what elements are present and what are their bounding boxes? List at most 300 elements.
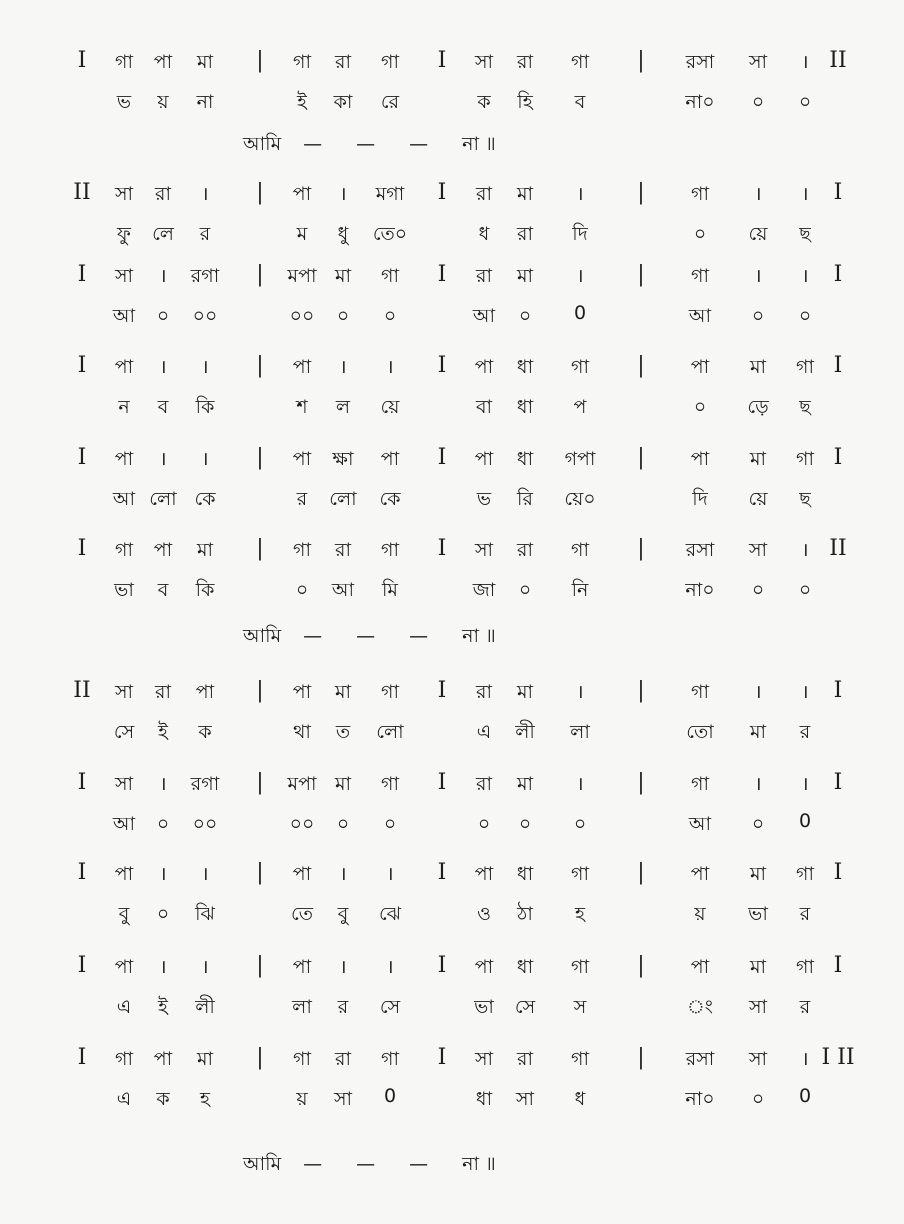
swara-note: । <box>576 773 584 795</box>
lyric-syllable: ই <box>297 91 307 113</box>
lyric-syllable: ভ <box>476 488 492 510</box>
lyric-syllable: এ <box>116 996 132 1018</box>
swara-note: । <box>386 956 394 978</box>
lyric-syllable: ক <box>477 91 491 113</box>
refrain-dash: — <box>356 1153 376 1175</box>
lyric-row <box>0 993 904 1027</box>
lyric-row <box>0 810 904 844</box>
lyric-syllable: র <box>337 996 349 1018</box>
swara-note: গা <box>381 681 399 703</box>
swara-note: গা <box>381 265 399 287</box>
lyric-syllable: ধ <box>574 1088 586 1110</box>
swara-row <box>0 860 904 894</box>
swara-note: মা <box>749 956 767 978</box>
swara-note: পা <box>690 863 710 885</box>
lyric-syllable: মি <box>382 579 398 601</box>
swara-note: রা <box>476 265 492 287</box>
lyric-syllable: আ <box>688 813 712 835</box>
swara-row <box>0 678 904 712</box>
lyric-syllable: ধ <box>478 223 490 245</box>
swara-note: মা <box>516 183 534 205</box>
bar-line: | <box>637 353 645 378</box>
swara-note: পা <box>690 956 710 978</box>
bar-line: I <box>833 180 843 205</box>
refrain-dash: — <box>303 625 323 647</box>
refrain-dash: — <box>409 133 429 155</box>
swara-note: পা <box>474 956 494 978</box>
lyric-syllable: ০ <box>751 1088 765 1110</box>
swara-note: গা <box>571 356 589 378</box>
bar-line: | <box>637 1045 645 1070</box>
swara-note: । <box>339 183 347 205</box>
swara-note: । <box>801 51 809 73</box>
lyric-syllable: ও <box>477 903 491 925</box>
lyric-syllable: জা <box>472 579 496 601</box>
lyric-syllable: ০ <box>518 579 532 601</box>
swara-note: পা <box>114 448 134 470</box>
swara-note: । <box>576 681 584 703</box>
swara-note: গা <box>381 539 399 561</box>
lyric-syllable: নি <box>571 579 589 601</box>
refrain-dash: — <box>356 625 376 647</box>
lyric-syllable: ম <box>296 223 308 245</box>
bar-line: I <box>437 445 447 470</box>
swara-note: মা <box>516 681 534 703</box>
swara-note: মা <box>334 265 352 287</box>
swara-note: পা <box>114 863 134 885</box>
lyric-syllable: দি <box>692 488 708 510</box>
bar-line: | <box>637 770 645 795</box>
swara-note: সা <box>748 1048 768 1070</box>
lyric-syllable: সে <box>514 996 536 1018</box>
swara-row <box>0 770 904 804</box>
lyric-syllable: র <box>799 996 811 1018</box>
swara-note: রা <box>476 681 492 703</box>
swara-note: রা <box>476 183 492 205</box>
bar-line: I <box>833 953 843 978</box>
bar-line: | <box>256 536 264 561</box>
lyric-syllable: শ <box>296 396 308 418</box>
refrain-dash: — <box>409 1153 429 1175</box>
swara-note: । <box>159 773 167 795</box>
lyric-syllable: সা <box>333 1088 353 1110</box>
lyric-syllable: ০ <box>573 813 587 835</box>
bar-line: I <box>77 48 87 73</box>
bar-line: I <box>437 536 447 561</box>
swara-note: মা <box>196 51 214 73</box>
lyric-syllable: এ <box>476 721 492 743</box>
swara-note: । <box>159 265 167 287</box>
refrain-line <box>243 130 496 162</box>
refrain-word: না ॥ <box>462 1153 496 1175</box>
swara-note: । <box>576 183 584 205</box>
swara-note: ক্ষা <box>332 448 354 470</box>
bar-line: | <box>256 953 264 978</box>
lyric-syllable: ০ <box>518 813 532 835</box>
bar-line: | <box>256 445 264 470</box>
lyric-syllable: ০ <box>156 903 170 925</box>
lyric-syllable: ছ <box>799 396 811 418</box>
swara-note: রা <box>155 183 171 205</box>
lyric-syllable: কি <box>195 579 215 601</box>
swara-note: পা <box>380 448 400 470</box>
lyric-syllable: ০ <box>751 813 765 835</box>
lyric-syllable: রে <box>380 91 400 113</box>
lyric-syllable: ০ <box>336 305 350 327</box>
lyric-syllable: য়ে০ <box>564 488 596 510</box>
lyric-syllable: ধু <box>337 223 349 245</box>
swara-note: পা <box>153 51 173 73</box>
lyric-syllable: আ <box>331 579 355 601</box>
swara-note: । <box>201 448 209 470</box>
swara-note: গা <box>115 51 133 73</box>
lyric-syllable: য়ে <box>748 223 768 245</box>
lyric-row <box>0 718 904 752</box>
swara-note: । <box>339 863 347 885</box>
swara-note: গা <box>796 863 814 885</box>
bar-line: | <box>637 678 645 703</box>
swara-note: পা <box>690 356 710 378</box>
lyric-syllable: হ <box>200 1088 210 1110</box>
swara-note: সা <box>114 183 134 205</box>
swara-note: পা <box>153 539 173 561</box>
bar-line: | <box>637 860 645 885</box>
swara-note: গা <box>691 265 709 287</box>
bar-line: I <box>437 180 447 205</box>
swara-note: ধা <box>516 956 534 978</box>
bar-line: I <box>437 770 447 795</box>
bar-line: I <box>833 445 843 470</box>
lyric-syllable: ০ <box>156 813 170 835</box>
swara-note: । <box>801 539 809 561</box>
swara-note: সা <box>114 681 134 703</box>
swara-note: । <box>386 356 394 378</box>
lyric-syllable: আ <box>688 305 712 327</box>
lyric-syllable: লী <box>195 996 215 1018</box>
bar-line: I <box>833 353 843 378</box>
swara-note: রা <box>517 539 533 561</box>
bar-line: I <box>833 860 843 885</box>
lyric-syllable: ০০ <box>289 813 315 835</box>
swara-note: । <box>201 183 209 205</box>
lyric-syllable: সে <box>113 721 135 743</box>
lyric-syllable: ০ <box>798 91 812 113</box>
swara-note: গা <box>796 356 814 378</box>
swara-note: পা <box>292 356 312 378</box>
swara-note: । <box>801 1048 809 1070</box>
swara-note: গা <box>293 1048 311 1070</box>
lyric-row <box>0 1085 904 1119</box>
lyric-syllable: ০০ <box>192 305 218 327</box>
bar-line: II <box>73 678 91 703</box>
bar-line: II <box>829 48 847 73</box>
lyric-syllable: বু <box>118 903 130 925</box>
lyric-syllable: তে০ <box>372 223 408 245</box>
lyric-syllable: ন <box>118 396 130 418</box>
bar-line: | <box>637 953 645 978</box>
lyric-row <box>0 576 904 610</box>
lyric-syllable: লো <box>149 488 177 510</box>
lyric-syllable: ং <box>687 996 713 1018</box>
lyric-syllable: দি <box>572 223 588 245</box>
swara-note: । <box>201 956 209 978</box>
lyric-syllable: ল <box>335 396 351 418</box>
lyric-syllable: ০ <box>693 396 707 418</box>
swara-note: সা <box>474 51 494 73</box>
swara-note: । <box>159 956 167 978</box>
lyric-syllable: থা <box>293 721 311 743</box>
refrain-word: আমি <box>243 625 282 647</box>
lyric-syllable: ব <box>157 396 169 418</box>
lyric-syllable: ০ <box>383 305 397 327</box>
swara-note: গা <box>381 51 399 73</box>
lyric-syllable: ই <box>158 996 168 1018</box>
lyric-syllable: না০ <box>685 91 715 113</box>
lyric-row <box>0 88 904 122</box>
lyric-syllable: লী <box>515 721 535 743</box>
swara-note: । <box>754 681 762 703</box>
lyric-syllable: ঠা <box>517 903 533 925</box>
lyric-syllable: ত <box>335 721 351 743</box>
bar-line: II <box>73 180 91 205</box>
swara-note: পা <box>292 956 312 978</box>
swara-note: । <box>754 183 762 205</box>
swara-note: মা <box>516 265 534 287</box>
swara-note: মা <box>196 539 214 561</box>
swara-note: মা <box>334 773 352 795</box>
bar-line: | <box>256 353 264 378</box>
swara-note: পা <box>292 183 312 205</box>
swara-note: । <box>386 863 394 885</box>
bar-line: II <box>829 536 847 561</box>
swara-row <box>0 180 904 214</box>
bar-line: | <box>256 262 264 287</box>
refrain-word: না ॥ <box>462 133 496 155</box>
swara-note: গা <box>691 183 709 205</box>
lyric-syllable: প <box>573 396 587 418</box>
lyric-row <box>0 485 904 519</box>
swara-note: সা <box>748 539 768 561</box>
lyric-syllable: আ <box>112 488 136 510</box>
lyric-syllable: ০ <box>295 579 309 601</box>
swara-note: পা <box>292 448 312 470</box>
bar-line: I <box>437 1045 447 1070</box>
swara-note: গা <box>796 448 814 470</box>
swara-note: রা <box>476 773 492 795</box>
lyric-syllable: র <box>799 903 811 925</box>
swara-note: গা <box>571 51 589 73</box>
lyric-syllable: সে <box>379 996 401 1018</box>
refrain-line <box>243 622 496 654</box>
bar-line: | <box>637 262 645 287</box>
lyric-row <box>0 220 904 254</box>
lyric-syllable: বা <box>475 396 493 418</box>
swara-note: । <box>801 265 809 287</box>
lyric-syllable: ০ <box>156 305 170 327</box>
lyric-syllable: কি <box>195 396 215 418</box>
lyric-syllable: রি <box>517 488 533 510</box>
swara-note: মা <box>516 773 534 795</box>
bar-line: I <box>437 678 447 703</box>
bar-line: | <box>256 678 264 703</box>
bar-line: | <box>637 48 645 73</box>
lyric-syllable: হ <box>575 903 585 925</box>
swara-note: সা <box>114 773 134 795</box>
swara-note: । <box>159 356 167 378</box>
lyric-syllable: স <box>573 996 587 1018</box>
lyric-syllable: না <box>196 91 214 113</box>
bar-line: I II <box>821 1045 855 1070</box>
bar-line: I <box>77 1045 87 1070</box>
bar-line: I <box>437 860 447 885</box>
refrain-dash: — <box>303 1153 323 1175</box>
bar-line: I <box>833 678 843 703</box>
swara-note: গা <box>293 51 311 73</box>
lyric-syllable: ছ <box>799 223 811 245</box>
lyric-syllable: 0 <box>383 1085 397 1107</box>
lyric-syllable: র <box>199 223 211 245</box>
lyric-syllable: হি <box>517 91 533 113</box>
lyric-syllable: ০ <box>336 813 350 835</box>
swara-row <box>0 262 904 296</box>
lyric-syllable: লা <box>570 721 590 743</box>
refrain-dash: — <box>356 133 376 155</box>
lyric-syllable: ক <box>156 1088 170 1110</box>
swara-note: রগা <box>190 265 220 287</box>
swara-note: পা <box>114 956 134 978</box>
swara-note: । <box>339 356 347 378</box>
swara-note: সা <box>474 539 494 561</box>
swara-note: ধা <box>516 448 534 470</box>
swara-row <box>0 353 904 387</box>
lyric-syllable: ০০ <box>289 305 315 327</box>
swara-note: গা <box>691 773 709 795</box>
swara-note: রা <box>335 51 351 73</box>
lyric-syllable: না০ <box>685 579 715 601</box>
swara-row <box>0 48 904 82</box>
bar-line: I <box>833 262 843 287</box>
swara-note: পা <box>474 863 494 885</box>
bar-line: I <box>77 860 87 885</box>
lyric-syllable: 0 <box>798 810 812 832</box>
swara-note: গা <box>691 681 709 703</box>
lyric-syllable: ০ <box>383 813 397 835</box>
swara-note: পা <box>474 448 494 470</box>
lyric-syllable: ০ <box>751 305 765 327</box>
lyric-syllable: ০০ <box>192 813 218 835</box>
lyric-syllable: ভা <box>114 579 134 601</box>
swara-note: গা <box>571 956 589 978</box>
swara-note: । <box>801 773 809 795</box>
lyric-syllable: সা <box>748 996 768 1018</box>
bar-line: | <box>256 770 264 795</box>
lyric-syllable: য় <box>296 1088 308 1110</box>
swara-note: সা <box>474 1048 494 1070</box>
lyric-syllable: কে <box>379 488 401 510</box>
lyric-syllable: 0 <box>798 1085 812 1107</box>
swara-note: গা <box>293 539 311 561</box>
bar-line: | <box>256 180 264 205</box>
swara-note: পা <box>474 356 494 378</box>
swara-note: রা <box>335 1048 351 1070</box>
swara-note: মা <box>196 1048 214 1070</box>
lyric-syllable: আ <box>472 305 496 327</box>
swara-note: পা <box>690 448 710 470</box>
lyric-syllable: ভ <box>116 91 132 113</box>
refrain-dash: — <box>409 625 429 647</box>
bar-line: I <box>77 770 87 795</box>
bar-line: I <box>833 770 843 795</box>
lyric-syllable: য়ে <box>748 488 768 510</box>
lyric-syllable: ব <box>574 91 586 113</box>
swara-note: মা <box>749 356 767 378</box>
swara-note: গা <box>571 539 589 561</box>
lyric-syllable: ০ <box>477 813 491 835</box>
swara-note: গা <box>381 1048 399 1070</box>
lyric-syllable: ০ <box>798 579 812 601</box>
bar-line: | <box>256 1045 264 1070</box>
swara-note: রা <box>155 681 171 703</box>
swara-note: মা <box>749 448 767 470</box>
lyric-syllable: ভা <box>748 903 768 925</box>
bar-line: I <box>437 48 447 73</box>
bar-line: | <box>637 180 645 205</box>
lyric-syllable: ক <box>198 721 212 743</box>
bar-line: I <box>437 262 447 287</box>
swara-note: । <box>754 773 762 795</box>
swara-note: পা <box>114 356 134 378</box>
lyric-syllable: র <box>799 721 811 743</box>
lyric-syllable: লো <box>376 721 404 743</box>
swara-note: রসা <box>685 1048 715 1070</box>
lyric-syllable: বু <box>337 903 349 925</box>
bar-line: I <box>77 353 87 378</box>
swara-note: সা <box>114 265 134 287</box>
lyric-syllable: তে <box>291 903 313 925</box>
bar-line: I <box>77 953 87 978</box>
lyric-syllable: লো <box>329 488 357 510</box>
lyric-syllable: ফু <box>117 223 131 245</box>
swara-note: মপা <box>287 265 317 287</box>
bar-line: I <box>437 353 447 378</box>
lyric-syllable: য়ে <box>380 396 400 418</box>
swara-note: পা <box>292 681 312 703</box>
lyric-syllable: না০ <box>685 1088 715 1110</box>
refrain-word: আমি <box>243 133 282 155</box>
swara-row <box>0 1045 904 1079</box>
lyric-syllable: রা <box>517 223 533 245</box>
swara-note: । <box>801 681 809 703</box>
swara-note: । <box>754 265 762 287</box>
lyric-syllable: আ <box>112 813 136 835</box>
swara-note: রা <box>335 539 351 561</box>
refrain-word: না ॥ <box>462 625 496 647</box>
lyric-syllable: ছ <box>799 488 811 510</box>
lyric-syllable: এ <box>116 1088 132 1110</box>
swara-note: গা <box>115 539 133 561</box>
swara-note: ধা <box>516 863 534 885</box>
lyric-syllable: ০ <box>693 223 707 245</box>
bar-line: | <box>256 48 264 73</box>
lyric-syllable: ঝি <box>195 903 215 925</box>
swara-row <box>0 445 904 479</box>
bar-line: | <box>637 445 645 470</box>
swara-note: পা <box>292 863 312 885</box>
bar-line: I <box>437 953 447 978</box>
bar-line: I <box>77 445 87 470</box>
swara-note: মা <box>749 863 767 885</box>
lyric-syllable: তো <box>686 721 714 743</box>
